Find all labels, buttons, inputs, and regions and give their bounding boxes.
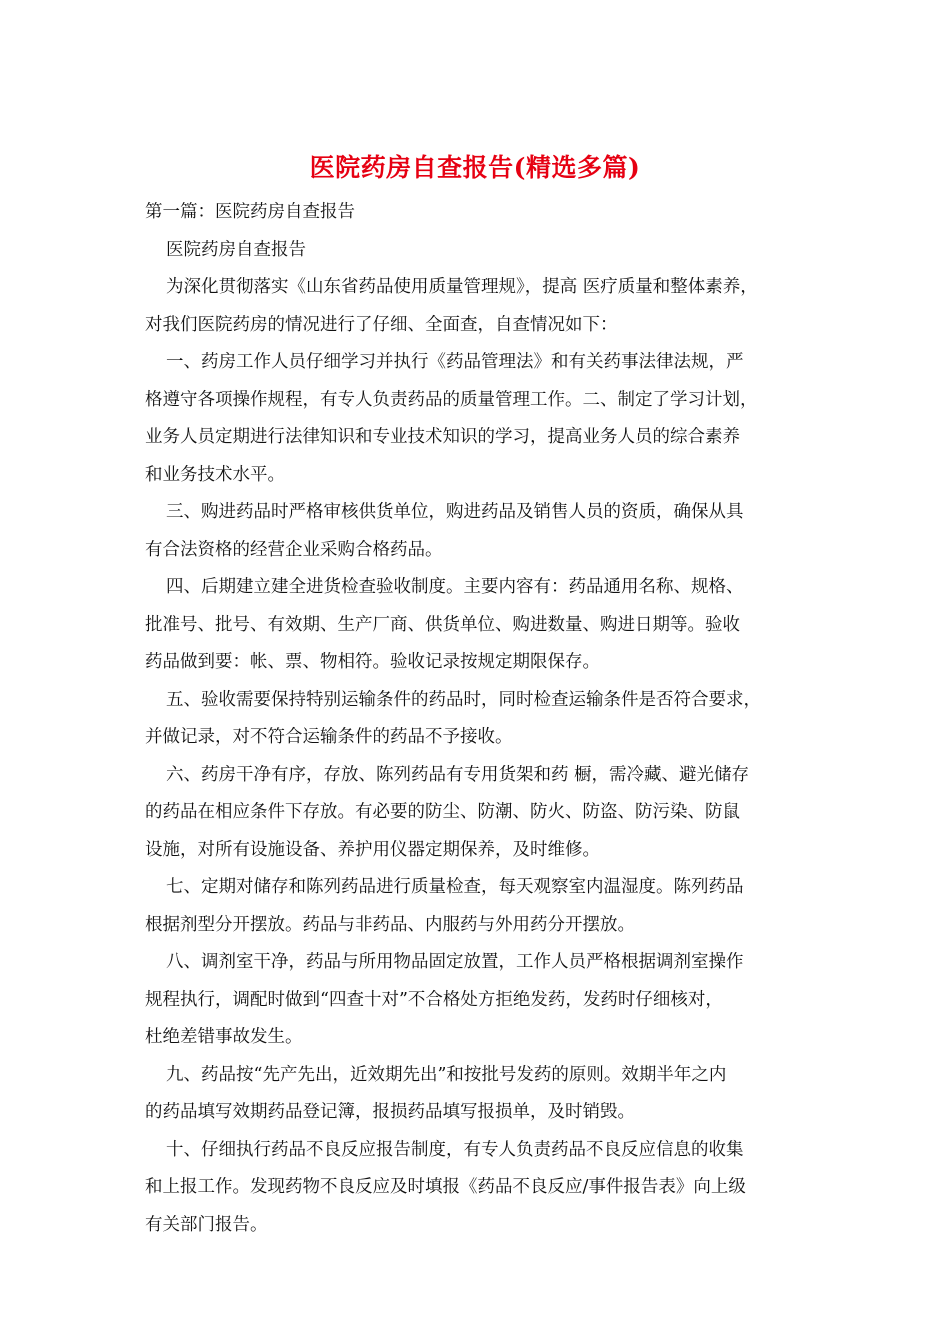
text-line: 根据剂型分开摆放。药品与非药品、内服药与外用药分开摆放。 [145, 914, 635, 935]
text-line: 的药品在相应条件下存放。有必要的防尘、防潮、防火、防盗、防污染、防鼠 [145, 802, 740, 822]
document-title: 医院药房自查报告(精选多篇) [309, 153, 641, 182]
text-line: 为深化贯彻落实《山东省药品使用质量管理规》，提高 医疗质量和整体素养， [166, 277, 758, 297]
text-line: 医院药房自查报告 [166, 239, 306, 260]
text-line: 杜绝差错事故发生。 [145, 1027, 303, 1047]
text-line: 有合法资格的经营企业采购合格药品。 [145, 539, 443, 560]
text-line: 十、仔细执行药品不良反应报告制度，有专人负责药品不良反应信息的收集 [166, 1139, 744, 1160]
document-body [145, 194, 815, 1244]
text-line: 有关部门报告。 [145, 1214, 268, 1235]
text-line: 一、药房工作人员仔细学习并执行《药品管理法》和有关药事法律法规，严 [166, 352, 744, 372]
text-line: 业务人员定期进行法律知识和专业技术知识的学习，提高业务人员的综合素养 [145, 427, 740, 447]
text-line: 格遵守各项操作规程，有专人负责药品的质量管理工作。二、制定了学习计划， [145, 389, 758, 410]
text-line: 三、购进药品时严格审核供货单位，购进药品及销售人员的资质，确保从具 [166, 502, 744, 522]
text-line: 批准号、批号、有效期、生产厂商、供货单位、购进数量、购进日期等。验收 [145, 614, 740, 635]
text-line: 药品做到要：帐、票、物相符。验收记录按规定期限保存。 [145, 652, 600, 672]
text-line: 六、药房干净有序，存放、陈列药品有专用货架和药 橱，需冷藏、避光储存 [166, 764, 750, 785]
text-line: 九、药品按“先产先出，近效期先出”和按批号发药的原则。效期半年之内 [166, 1064, 727, 1085]
text-line: 对我们医院药房的情况进行了仔细、全面查，自查情况如下： [145, 314, 618, 335]
text-line: 规程执行，调配时做到“四查十对”不合格处方拒绝发药，发药时仔细核对， [145, 989, 723, 1010]
text-line: 和上报工作。发现药物不良反应及时填报《药品不良反应/事件报告表》向上级 [145, 1177, 746, 1197]
text-line: 并做记录，对不符合运输条件的药品不予接收。 [145, 727, 513, 747]
text-line: 和业务技术水平。 [145, 464, 285, 485]
text-line: 的药品填写效期药品登记簿，报损药品填写报损单，及时销毁。 [145, 1102, 635, 1122]
text-line: 七、定期对储存和陈列药品进行质量检查，每天观察室内温湿度。陈列药品 [166, 877, 744, 897]
text-line: 五、验收需要保持特别运输条件的药品时，同时检查运输条件是否符合要求， [166, 689, 761, 710]
text-line: 第一篇：医院药房自查报告 [145, 202, 355, 222]
text-line: 设施，对所有设施设备、养护用仪器定期保养，及时维修。 [145, 839, 600, 860]
text-line: 八、调剂室干净，药品与所用物品固定放置，工作人员严格根据调剂室操作 [166, 952, 744, 972]
text-line: 四、后期建立建全进货检查验收制度。主要内容有：药品通用名称、规格、 [166, 577, 744, 597]
